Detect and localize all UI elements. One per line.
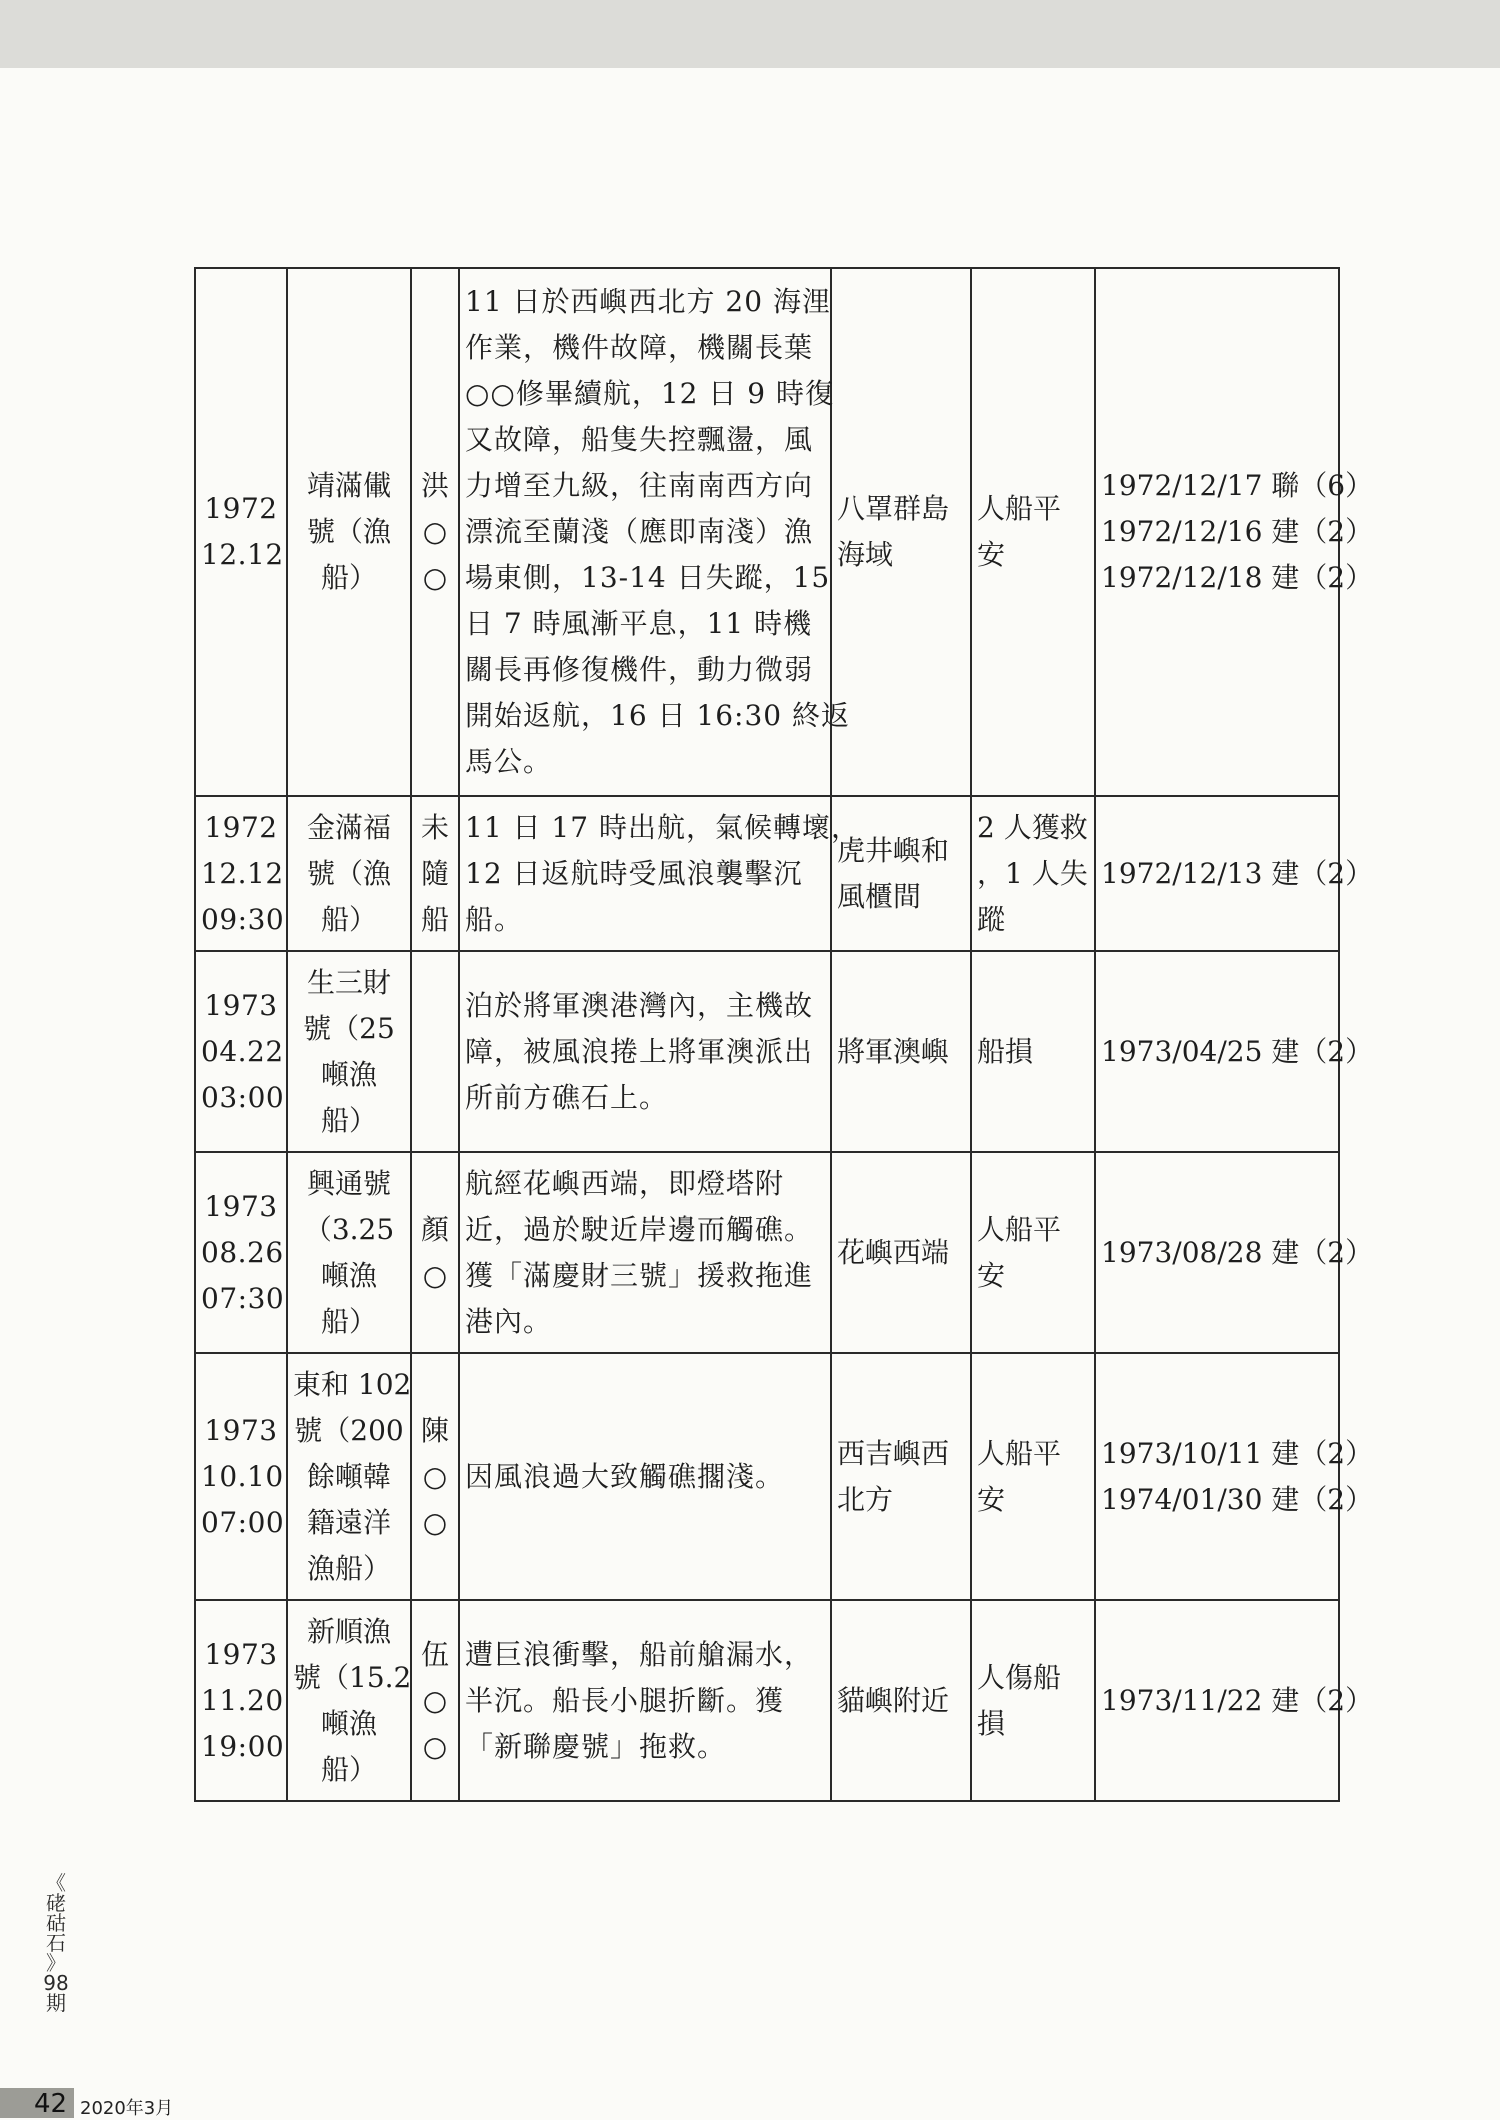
date-line: 1973: [204, 1413, 278, 1447]
source-line: 1972/12/17 聯（6）: [1101, 469, 1374, 502]
captain-line: 陳: [420, 1413, 449, 1447]
event-description-line: 因風浪過大致觸礁擱淺。: [465, 1459, 785, 1493]
event-description-line: 半沉。船長小腿折斷。獲: [465, 1683, 785, 1717]
shipwreck-record-table: [194, 267, 1374, 1802]
location-text: 將軍澳嶼: [837, 1034, 950, 1068]
event-description-line: 12 日返航時受風浪襲擊沉: [465, 856, 803, 890]
ship-name-line: 船）: [320, 561, 377, 594]
date-line: 1972: [204, 492, 278, 525]
event-description-cell: [459, 268, 851, 796]
event-description-line: 漂流至蘭淺（應即南淺）漁: [465, 515, 814, 548]
ship-name-cell: [287, 268, 411, 796]
event-description-line: 開始返航，16 日 16:30 終返: [465, 699, 851, 732]
captain-line: 伍: [420, 1637, 449, 1671]
date-line: 10.10: [201, 1459, 284, 1493]
ship-name-line: 號（15.2: [293, 1660, 412, 1694]
source-cell: [1095, 1600, 1374, 1801]
source-cell: [1095, 268, 1374, 796]
date-line: 11.20: [201, 1683, 284, 1717]
captain-cell: [411, 1152, 459, 1353]
captain-line: 隨: [420, 856, 449, 890]
location-cell: [831, 1152, 971, 1353]
date-cell: [195, 1600, 287, 1801]
outcome-cell: [971, 1152, 1095, 1353]
captain-line: ○: [422, 1505, 448, 1539]
ship-name-line: 號（漁: [306, 856, 391, 890]
outcome-text: 人傷船 損: [977, 1660, 1062, 1740]
event-description-line: 11 日 17 時出航，氣候轉壞，: [465, 810, 860, 844]
magazine-title-text: 《 硓 𥑮 石 》 98 期: [43, 1871, 69, 2015]
date-line: 07:00: [201, 1505, 285, 1539]
location-text: 貓嶼附近: [837, 1683, 950, 1717]
event-description-line: 障，被風浪捲上將軍澳派出: [465, 1034, 814, 1068]
ship-name-line: 東和 102: [293, 1367, 412, 1401]
date-line: 08.26: [201, 1235, 284, 1269]
event-description-line: 力增至九級，往南南西方向: [465, 469, 814, 502]
ship-name-line: 噸漁: [320, 1057, 377, 1091]
table-row: [195, 268, 1339, 796]
date-line: 04.22: [201, 1034, 284, 1068]
source-line: 1973/10/11 建（2）: [1101, 1436, 1374, 1470]
ship-name-line: 船）: [320, 902, 377, 936]
date-cell: [195, 796, 287, 951]
captain-line: ○: [422, 561, 448, 594]
date-line: 1973: [204, 1637, 278, 1671]
ship-name-cell: [287, 1353, 411, 1600]
ship-name-line: 生三財: [306, 965, 391, 999]
captain-cell: [411, 1600, 459, 1801]
event-description-line: 場東側，13-14 日失蹤，15: [465, 561, 831, 594]
outcome-cell: [971, 951, 1095, 1152]
location-cell: [831, 1353, 971, 1600]
table-row: [195, 1353, 1339, 1600]
source-cell: [1095, 796, 1374, 951]
event-description-line: 11 日於西嶼西北方 20 海浬: [465, 285, 831, 318]
outcome-text: 2 人獲救 ，1 人失 蹤: [977, 810, 1088, 936]
event-description-line: 港內。: [465, 1304, 553, 1338]
top-margin-band: [0, 0, 1500, 68]
table-row: [195, 1152, 1339, 1353]
source-cell: [1095, 1152, 1374, 1353]
date-line: 19:00: [201, 1729, 285, 1763]
captain-cell: [411, 951, 459, 1152]
date-cell: [195, 1152, 287, 1353]
date-cell: [195, 951, 287, 1152]
date-line: 03:00: [201, 1080, 285, 1114]
event-description-line: 日 7 時風漸平息，11 時機: [465, 607, 813, 640]
location-cell: [831, 951, 971, 1152]
captain-line: 洪: [420, 469, 449, 502]
event-description-cell: [459, 951, 831, 1152]
ship-name-line: 船）: [320, 1304, 377, 1338]
source-line: 1972/12/16 建（2）: [1101, 515, 1374, 548]
location-text: 西吉嶼西 北方: [837, 1436, 950, 1516]
event-description-line: 近，過於駛近岸邊而觸礁。: [465, 1212, 814, 1246]
ship-name-line: 餘噸韓: [306, 1459, 391, 1493]
ship-name-line: 船）: [320, 1752, 377, 1786]
date-line: 09:30: [201, 902, 285, 936]
captain-cell: [411, 268, 459, 796]
ship-name-cell: [287, 796, 411, 951]
ship-name-cell: [287, 1152, 411, 1353]
ship-name-line: 新順漁: [306, 1614, 391, 1648]
event-description-line: 「新聯慶號」拖救。: [465, 1729, 727, 1763]
captain-line: 顏: [420, 1212, 449, 1246]
ship-name-cell: [287, 1600, 411, 1801]
captain-line: ○: [422, 515, 448, 548]
outcome-cell: [971, 268, 1095, 796]
outcome-cell: [971, 796, 1095, 951]
ship-name-cell: [287, 951, 411, 1152]
event-description-cell: [459, 1600, 831, 1801]
location-text: 八罩群島 海域: [837, 492, 950, 571]
ship-name-line: 船）: [320, 1103, 377, 1137]
date-cell: [195, 1353, 287, 1600]
table-row: [195, 951, 1339, 1152]
ship-name-line: （3.25: [303, 1212, 395, 1246]
ship-name-line: 籍遠洋: [306, 1505, 391, 1539]
source-line: 1974/01/30 建（2）: [1101, 1482, 1374, 1516]
source-line: 1972/12/13 建（2）: [1101, 856, 1374, 890]
source-line: 1973/04/25 建（2）: [1101, 1034, 1374, 1068]
captain-line: ○: [422, 1683, 448, 1717]
event-description-line: 航經花嶼西端，即燈塔附: [465, 1166, 785, 1200]
captain-line: ○: [422, 1258, 448, 1292]
captain-line: 船: [420, 902, 449, 936]
date-line: 1973: [204, 1189, 278, 1223]
location-text: 花嶼西端: [837, 1235, 950, 1269]
source-line: 1972/12/18 建（2）: [1101, 561, 1374, 594]
ship-name-line: 興通號: [306, 1166, 391, 1200]
location-cell: [831, 268, 971, 796]
captain-line: ○: [422, 1459, 448, 1493]
event-description-line: 又故障，船隻失控飄盪，風: [465, 423, 814, 456]
location-cell: [831, 1600, 971, 1801]
event-description-line: ○○修畢續航，12 日 9 時復: [465, 377, 835, 410]
ship-name-line: 金滿福: [306, 810, 391, 844]
location-text: 虎井嶼和 風櫃間: [837, 833, 950, 913]
outcome-text: 人船平 安: [977, 1212, 1062, 1292]
ship-name-line: 噸漁: [320, 1258, 377, 1292]
date-line: 1973: [204, 988, 278, 1022]
captain-line: ○: [422, 1729, 448, 1763]
event-description-line: 關長再修復機件，動力微弱: [465, 653, 814, 686]
source-cell: [1095, 1353, 1374, 1600]
event-description-cell: [459, 796, 860, 951]
event-description-line: 獲「滿慶財三號」援救拖進: [465, 1258, 814, 1292]
source-line: 1973/11/22 建（2）: [1101, 1683, 1374, 1717]
table-row: [195, 1600, 1339, 1801]
date-line: 12.12: [201, 538, 284, 571]
captain-line: 未: [420, 810, 449, 844]
outcome-text: 人船平 安: [977, 1436, 1062, 1516]
event-description-line: 所前方礁石上。: [465, 1080, 669, 1114]
event-description-line: 遭巨浪衝擊，船前艙漏水，: [465, 1637, 814, 1671]
ship-name-line: 噸漁: [320, 1706, 377, 1740]
event-description-cell: [459, 1152, 831, 1353]
ship-name-line: 號（漁: [306, 515, 391, 548]
ship-name-line: 號（200: [294, 1413, 404, 1447]
event-description-line: 泊於將軍澳港灣內，主機故: [465, 988, 814, 1022]
event-description-line: 作業，機件故障，機關長葉: [465, 331, 814, 364]
event-description-line: 馬公。: [465, 745, 553, 778]
outcome-cell: [971, 1353, 1095, 1600]
ship-name-line: 靖滿儎: [306, 469, 391, 502]
ship-name-line: 號（25: [303, 1011, 395, 1045]
source-line: 1973/08/28 建（2）: [1101, 1235, 1374, 1269]
date-line: 1972: [204, 810, 278, 844]
outcome-text: 人船平 安: [977, 492, 1062, 571]
date-line: 12.12: [201, 856, 284, 890]
outcome-cell: [971, 1600, 1095, 1801]
page-number: 42: [34, 2089, 68, 2119]
source-cell: [1095, 951, 1374, 1152]
outcome-text: 船損: [977, 1034, 1034, 1068]
captain-cell: [411, 796, 459, 951]
event-description-line: 船。: [465, 902, 524, 936]
event-description-cell: [459, 1353, 831, 1600]
issue-date: 2020年3月: [80, 2098, 174, 2119]
ship-name-line: 漁船）: [306, 1551, 391, 1585]
table-row: [195, 796, 1339, 951]
captain-cell: [411, 1353, 459, 1600]
magazine-title: [36, 1873, 76, 2013]
date-cell: [195, 268, 287, 796]
date-line: 07:30: [201, 1281, 285, 1315]
